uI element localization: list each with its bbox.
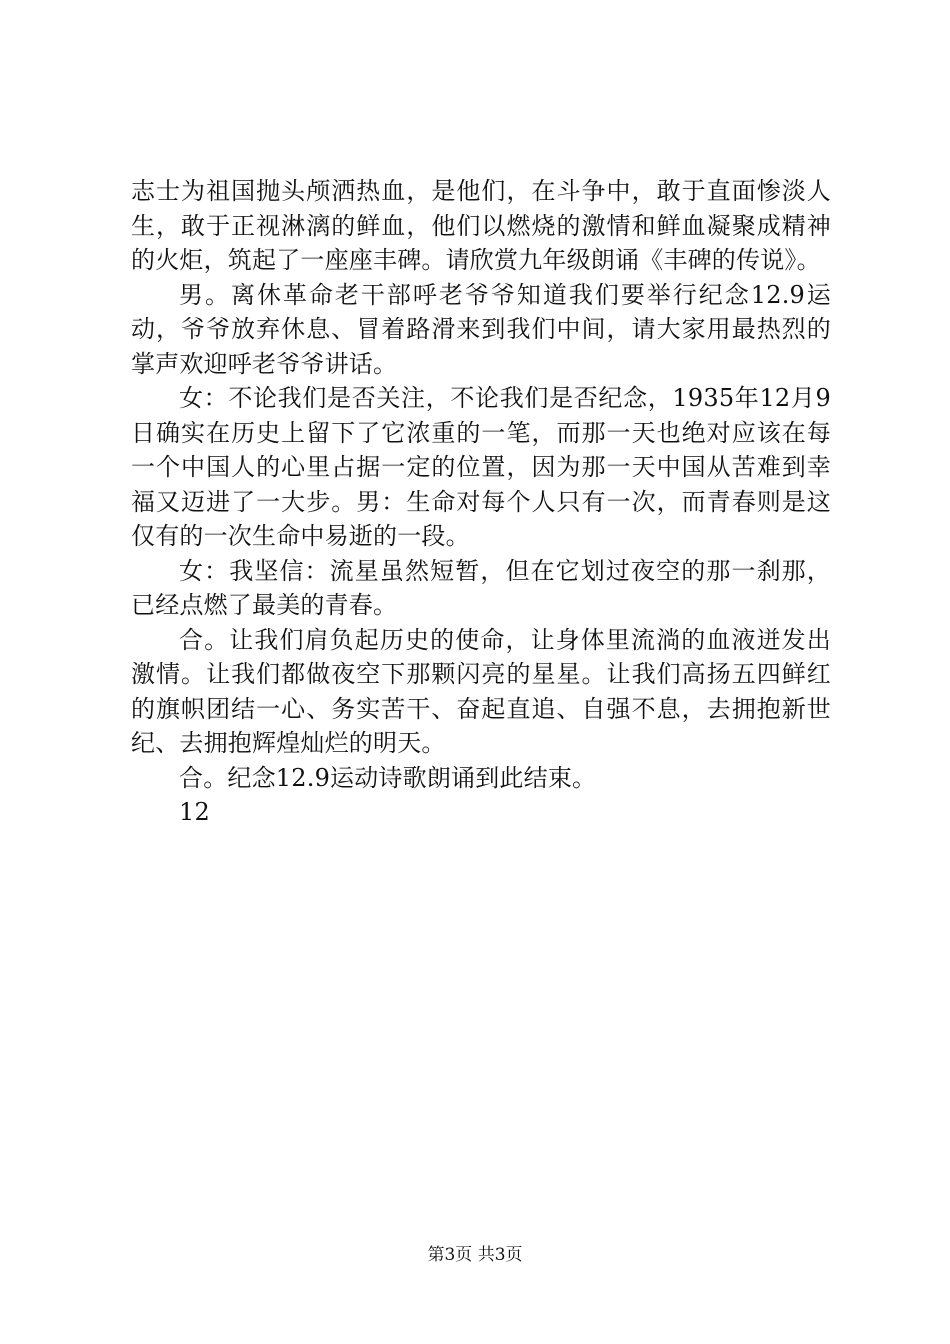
paragraph-chorus-2: 合。纪念12.9运动诗歌朗诵到此结束。 [179, 763, 597, 792]
page-footer: 第3页 共3页 [427, 1245, 523, 1265]
paragraph-intro: 志士为祖国抛头颅洒热血，是他们，在斗争中，敢于直面惨淡人生，敢于正视淋漓的鲜血，他们以燃烧的激情和鲜血凝聚成精神的火炬，筑起了一座座丰碑。请欣赏九年级朗诵《丰碑的传说》。 [131, 177, 831, 274]
paragraph-female-1: 女：不论我们是否关注，不论我们是否纪念，1935年12月9日确实在历史上留下了它浓重的一笔，而那一天也绝对应该在每一个中国人的心里占据一定的位置，因为那一天中国从苦难到幸福又迈进了一大步。男：生命对每个人只有一次，而青春则是这仅有的一次生命中易逝的一段。 [131, 384, 831, 550]
document-body [131, 174, 831, 830]
paragraph-male-1: 男。离休革命老干部呼老爷爷知道我们要举行纪念12.9运动，爷爷放弃休息、冒着路滑来到我们中间，请大家用最热烈的掌声欢迎呼老爷爷讲话。 [131, 280, 831, 378]
paragraph-chorus-1: 合。让我们肩负起历史的使命，让身体里流淌的血液迸发出激情。让我们都做夜空下那颗闪亮的星星。让我们高扬五四鲜红的旗帜团结一心、务实苦干、奋起直追、自强不息，去拥抱新世纪、去拥抱辉煌灿烂的明天。 [131, 625, 831, 757]
paragraph-female-2: 女：我坚信：流星虽然短暂，但在它划过夜空的那一刹那，已经点燃了最美的青春。 [131, 556, 831, 619]
paragraph-number: 12 [179, 798, 210, 826]
